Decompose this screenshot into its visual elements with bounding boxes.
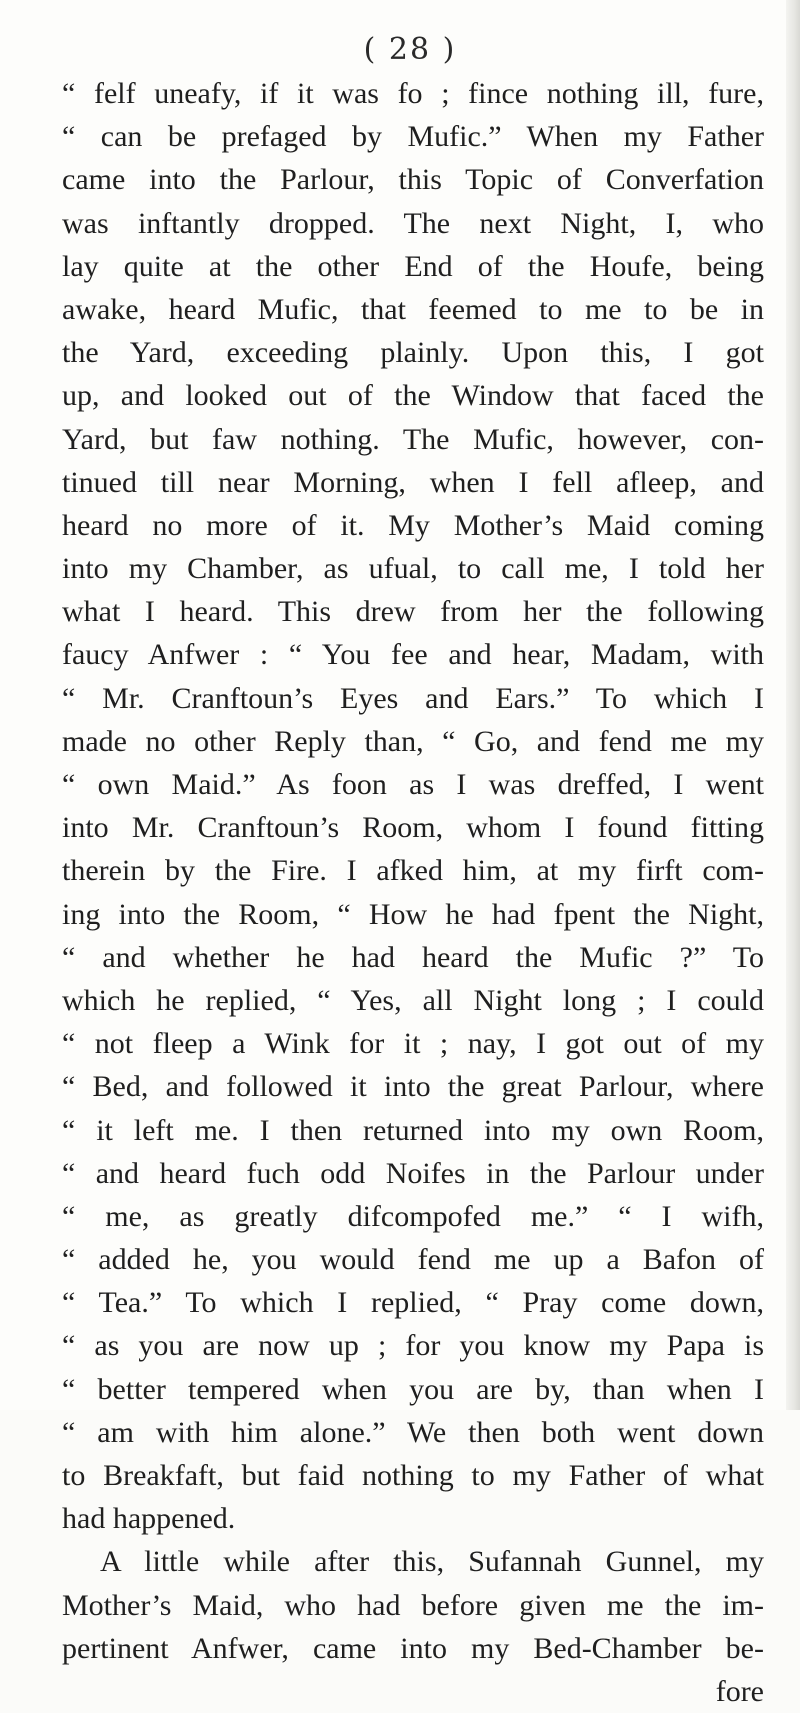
text-line: ing into the Room, “ How he had fpent the Night,	[62, 897, 764, 931]
text-line: “ Mr. Cranftoun’s Eyes and Ears.” To which I	[62, 681, 764, 715]
text-line: to Breakfaft, but faid nothing to my Father of what	[62, 1459, 764, 1492]
text-line: A little while after this, Sufannah Gunnel, my	[100, 1545, 764, 1579]
text-line: made no other Reply than, “ Go, and fend me my	[62, 724, 764, 758]
text-line: which he replied, “ Yes, all Night long ; I could	[62, 983, 764, 1017]
page-edge	[786, 0, 800, 1410]
text-line: therein by the Fire. I afked him, at my firft com-	[62, 854, 764, 888]
text-line: “ felf uneafy, if it was fo ; fince nothing ill, fure,	[62, 77, 764, 110]
text-line: “ and whether he had heard the Mufic ?” To	[62, 940, 764, 974]
text-line: “ can be prefaged by Mufic.” When my Father	[62, 120, 764, 154]
text-line: heard no more of it. My Mother’s Maid coming	[62, 508, 764, 542]
text-line: “ Tea.” To which I replied, “ Pray come down,	[62, 1286, 764, 1320]
text-line: “ me, as greatly difcompofed me.” “ I wifh,	[62, 1199, 764, 1233]
text-line: “ not fleep a Wink for it ; nay, I got out of my	[62, 1027, 764, 1061]
text-line: fore	[715, 1674, 764, 1708]
text-line: “ as you are now up ; for you know my Papa is	[62, 1329, 764, 1363]
text-line: came into the Parlour, this Topic of Converfation	[62, 163, 764, 197]
text-line: up, and looked out of the Window that faced the	[62, 379, 764, 413]
text-line: “ and heard fuch odd Noifes in the Parlour under	[62, 1156, 764, 1190]
text-line: into my Chamber, as ufual, to call me, I told her	[62, 552, 764, 586]
text-line: what I heard. This drew from her the following	[62, 595, 764, 629]
text-line: was inftantly dropped. The next Night, I, who	[62, 206, 764, 240]
text-line: “ Bed, and followed it into the great Parlour, where	[62, 1070, 764, 1104]
text-line: “ own Maid.” As foon as I was dreffed, I went	[62, 768, 764, 801]
text-line: faucy Anfwer : “ You fee and hear, Madam, with	[62, 638, 764, 672]
text-line: “ better tempered when you are by, than when I	[62, 1372, 764, 1406]
text-line: pertinent Anfwer, came into my Bed-Chamber be-	[62, 1631, 764, 1665]
page-number: ( 28 )	[363, 32, 457, 67]
body-text	[62, 72, 764, 1713]
text-line: tinued till near Morning, when I fell afleep, and	[62, 465, 764, 499]
text-line: Yard, but faw nothing. The Mufic, however, con-	[62, 422, 764, 456]
text-line: had happened.	[62, 1502, 236, 1536]
text-line: “ added he, you would fend me up a Bafon of	[62, 1243, 764, 1277]
text-line: the Yard, exceeding plainly. Upon this, I got	[62, 336, 764, 370]
text-line: “ am with him alone.” We then both went down	[62, 1415, 764, 1449]
text-line: lay quite at the other End of the Houfe, being	[62, 249, 764, 283]
text-line: awake, heard Mufic, that feemed to me to be in	[62, 292, 764, 326]
text-line: Mother’s Maid, who had before given me the im-	[62, 1588, 764, 1622]
text-line: into Mr. Cranftoun’s Room, whom I found fitting	[62, 811, 764, 845]
text-line: “ it left me. I then returned into my own Room,	[62, 1113, 764, 1147]
